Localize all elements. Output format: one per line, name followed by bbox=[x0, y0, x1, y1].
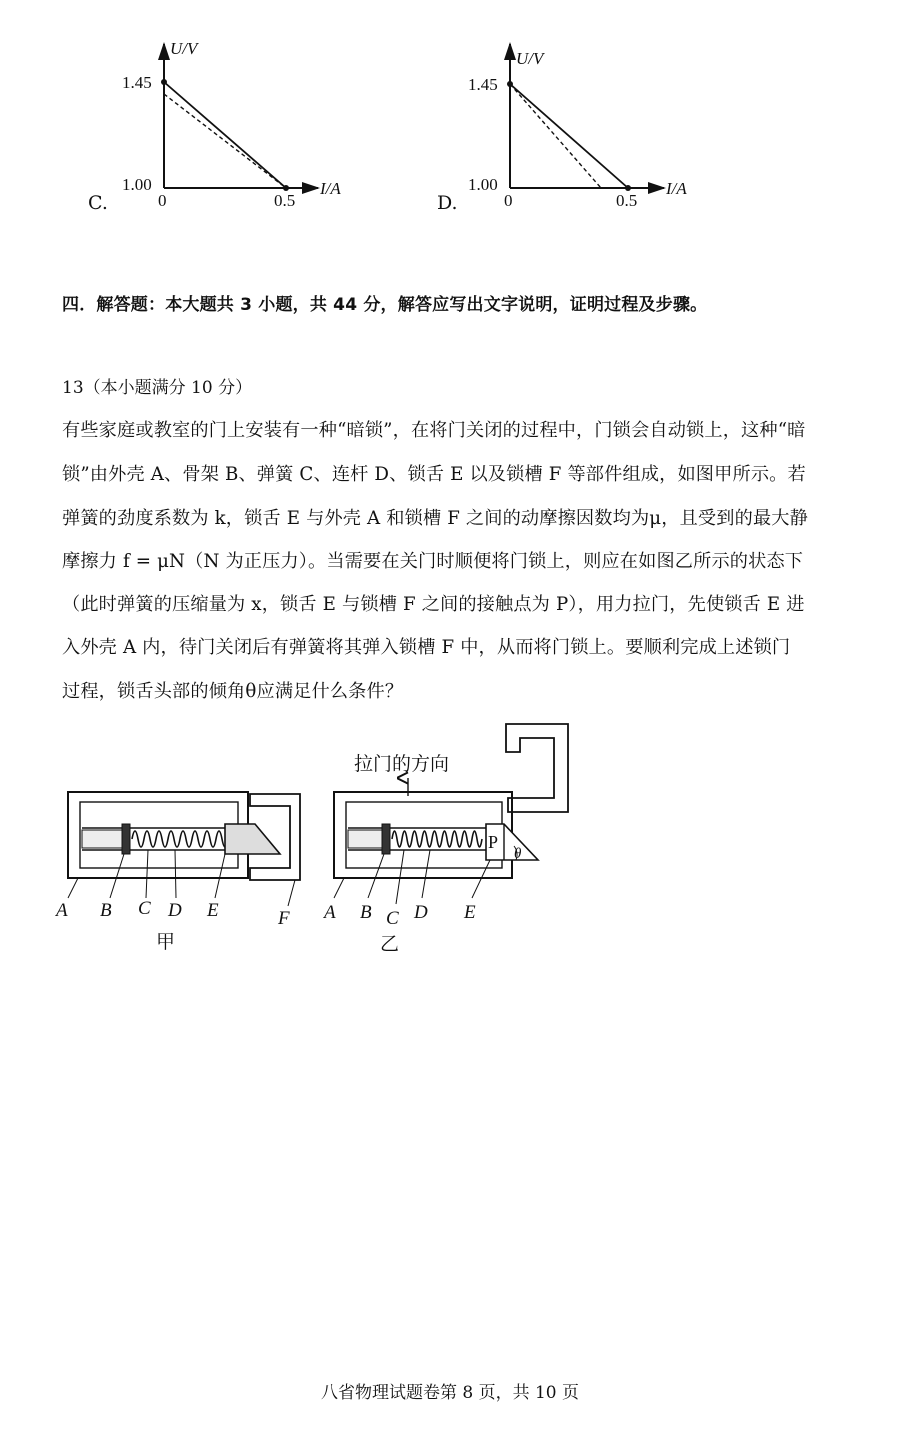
figure-jia bbox=[50, 780, 330, 960]
question-line-2: 锁”由外壳 A、骨架 B、弹簧 C、连杆 D、锁舌 E 以及锁槽 F 等部件组成，如图甲所示。若 bbox=[62, 464, 806, 485]
x-tick: 0.5 bbox=[616, 191, 638, 210]
label-a: A bbox=[56, 900, 68, 921]
y-intercept-point bbox=[161, 79, 167, 85]
frame-b bbox=[348, 830, 382, 848]
figure-yi bbox=[318, 718, 588, 958]
angle-theta: θ bbox=[514, 846, 522, 862]
y-axis-label: U/V bbox=[516, 49, 544, 68]
origin-tick: 0 bbox=[158, 191, 167, 210]
spring-c bbox=[392, 831, 482, 847]
section-heading: 四．解答题：本大题共 3 小题，共 44 分，解答应写出文字说明，证明过程及步骤。 bbox=[62, 295, 708, 315]
collar bbox=[122, 824, 130, 854]
solid-line bbox=[510, 84, 628, 188]
label-c: C bbox=[138, 898, 151, 919]
label-b: B bbox=[100, 900, 112, 921]
label-c: C bbox=[386, 908, 399, 929]
question-header: 13（本小题满分 10 分） bbox=[62, 378, 253, 398]
option-d-label: D. bbox=[437, 192, 458, 214]
option-c-label: C. bbox=[88, 192, 108, 214]
y-top-tick: 1.45 bbox=[468, 75, 498, 94]
x-axis-label: I/A bbox=[320, 179, 341, 198]
solid-line bbox=[164, 82, 286, 188]
y-top-tick: 1.45 bbox=[122, 73, 152, 92]
contact-point-p: P bbox=[488, 832, 499, 852]
question-line-4: 摩擦力 f = μN（N 为正压力）。当需要在关门时顺便将门锁上，则应在如图乙所示的状态下 bbox=[62, 551, 804, 572]
question-line-3: 弹簧的劲度系数为 k，锁舌 E 与外壳 A 和锁槽 F 之间的动摩擦因数均为μ，且受到的最大静 bbox=[62, 508, 808, 529]
label-b: B bbox=[360, 902, 372, 923]
caption-jia: 甲 bbox=[156, 932, 176, 953]
label-e: E bbox=[464, 902, 476, 923]
bolt-e bbox=[225, 824, 280, 854]
label-e: E bbox=[207, 900, 219, 921]
label-a: A bbox=[324, 902, 336, 923]
dashed-line bbox=[164, 94, 286, 188]
y-bottom-tick: 1.00 bbox=[468, 175, 498, 194]
label-f: F bbox=[278, 908, 290, 929]
x-tick: 0.5 bbox=[274, 191, 296, 210]
question-line-5: （此时弹簧的压缩量为 x，锁舌 E 与锁槽 F 之间的接触点为 P），用力拉门，先使锁舌 E 进 bbox=[62, 594, 805, 615]
page-footer: 八省物理试题卷第 8 页，共 10 页 bbox=[320, 1383, 580, 1403]
origin-tick: 0 bbox=[504, 191, 513, 210]
slot-f bbox=[506, 724, 568, 812]
graph-c bbox=[110, 38, 370, 218]
label-d: D bbox=[168, 900, 182, 921]
x-axis-label: I/A bbox=[666, 179, 687, 198]
collar bbox=[382, 824, 390, 854]
label-d: D bbox=[414, 902, 428, 923]
y-axis-label: U/V bbox=[170, 39, 198, 58]
y-intercept-point bbox=[507, 81, 513, 87]
spring-c bbox=[132, 831, 234, 847]
graph-d bbox=[456, 38, 716, 218]
question-line-1: 有些家庭或教室的门上安装有一种“暗锁”，在将门关闭的过程中，门锁会自动锁上，这种“暗 bbox=[62, 420, 806, 441]
question-line-7: 过程，锁舌头部的倾角θ应满足什么条件？ bbox=[62, 681, 404, 702]
y-bottom-tick: 1.00 bbox=[122, 175, 152, 194]
frame-b bbox=[82, 830, 122, 848]
dashed-line bbox=[510, 84, 601, 188]
question-line-6: 入外壳 A 内，待门关闭后有弹簧将其弹入锁槽 F 中，从而将门锁上。要顺利完成上述锁门 bbox=[62, 637, 791, 658]
pull-direction-label: 拉门的方向 bbox=[354, 754, 450, 775]
caption-yi: 乙 bbox=[380, 934, 400, 955]
